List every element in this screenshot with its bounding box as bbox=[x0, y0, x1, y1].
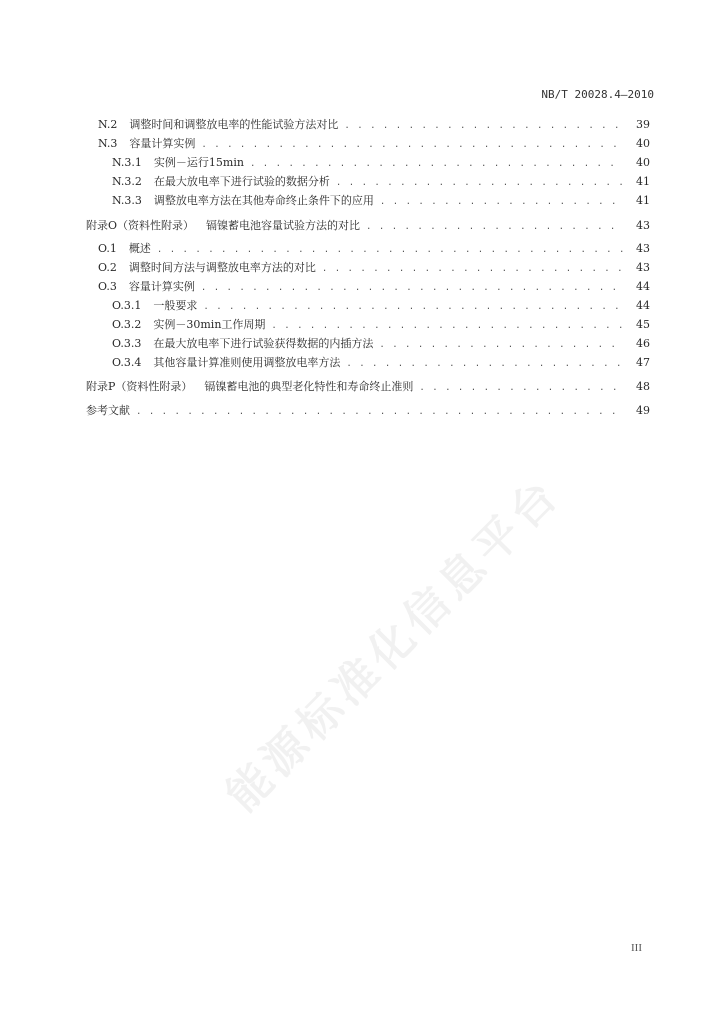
toc-entry-title: 调整时间和调整放电率的性能试验方法对比 bbox=[129, 118, 339, 131]
toc-entry-page: 49 bbox=[636, 404, 650, 417]
toc-entry-n32[interactable] bbox=[112, 175, 650, 190]
toc-entry-number: N.3.2 bbox=[112, 175, 142, 188]
toc-entry-title: 镉镍蓄电池的典型老化特性和寿命终止准则 bbox=[204, 380, 414, 393]
toc-entry-page: 40 bbox=[636, 156, 650, 169]
toc-entry-page: 44 bbox=[636, 280, 650, 293]
toc-entry-page: 44 bbox=[636, 299, 650, 312]
toc-entry-title: 实例－30min工作周期 bbox=[153, 318, 266, 331]
toc-leader-dots bbox=[201, 138, 624, 152]
toc-entry-title: 在最大放电率下进行试验获得数据的内插方法 bbox=[153, 337, 374, 350]
toc-entry-title: 实例－运行15min bbox=[153, 156, 244, 169]
toc-entry-number: 附录O（资料性附录） bbox=[86, 219, 195, 232]
toc-leader-dots bbox=[250, 157, 624, 171]
toc-entry-page: 43 bbox=[636, 242, 650, 255]
toc-entry-page: 40 bbox=[636, 137, 650, 150]
toc-leader-dots bbox=[346, 357, 624, 371]
toc-leader-dots bbox=[419, 381, 624, 395]
toc-leader-dots bbox=[379, 338, 624, 352]
toc-leader-dots bbox=[322, 262, 624, 276]
toc-entry-page: 48 bbox=[636, 380, 650, 393]
toc-entry-title: 其他容量计算准则使用调整放电率方法 bbox=[153, 356, 341, 369]
toc-entry-title: 参考文献 bbox=[86, 404, 130, 417]
toc-entry-number: O.2 bbox=[98, 261, 117, 274]
toc-leader-dots bbox=[157, 243, 624, 257]
document-code: NB/T 20028.4—2010 bbox=[541, 88, 654, 101]
toc-leader-dots bbox=[344, 119, 624, 133]
toc-entry-appendix-o[interactable] bbox=[86, 219, 650, 234]
toc-leader-dots bbox=[336, 176, 624, 190]
toc-leader-dots bbox=[136, 405, 624, 419]
toc-entry-n31[interactable] bbox=[112, 156, 650, 171]
toc-entry-page: 47 bbox=[636, 356, 650, 369]
toc-entry-o3[interactable] bbox=[98, 280, 650, 295]
toc-entry-number: N.2 bbox=[98, 118, 118, 131]
toc-entry-page: 43 bbox=[636, 219, 650, 232]
toc-entry-o1[interactable] bbox=[98, 242, 650, 257]
toc-entry-page: 39 bbox=[636, 118, 650, 131]
toc-entry-title: 概述 bbox=[128, 242, 151, 255]
toc-entry-n33[interactable] bbox=[112, 194, 650, 209]
toc-entry-title: 镉镍蓄电池容量试验方法的对比 bbox=[206, 219, 361, 232]
toc-leader-dots bbox=[201, 281, 624, 295]
toc-entry-n3[interactable] bbox=[98, 137, 650, 152]
toc-entry-o31[interactable] bbox=[112, 299, 650, 314]
toc-entry-title: 调整时间方法与调整放电率方法的对比 bbox=[128, 261, 316, 274]
toc-entry-page: 46 bbox=[636, 337, 650, 350]
toc-entry-page: 41 bbox=[636, 194, 650, 207]
toc-entry-number: N.3 bbox=[98, 137, 118, 150]
toc-leader-dots bbox=[380, 195, 624, 209]
toc-entry-page: 45 bbox=[636, 318, 650, 331]
toc-entry-number: 附录P（资料性附录） bbox=[86, 380, 193, 393]
toc-entry-number: O.3.3 bbox=[112, 337, 142, 350]
toc-entry-references[interactable] bbox=[86, 404, 650, 419]
watermark: 能源标准化信息平台 bbox=[216, 467, 571, 822]
toc-leader-dots bbox=[203, 300, 624, 314]
toc-entry-number: O.3 bbox=[98, 280, 117, 293]
toc-entry-number: O.3.2 bbox=[112, 318, 142, 331]
toc-entry-number: O.1 bbox=[98, 242, 117, 255]
toc-entry-title: 调整放电率方法在其他寿命终止条件下的应用 bbox=[153, 194, 374, 207]
toc-entry-page: 43 bbox=[636, 261, 650, 274]
toc-entry-number: O.3.4 bbox=[112, 356, 142, 369]
toc-entry-o33[interactable] bbox=[112, 337, 650, 352]
toc-entry-appendix-p[interactable] bbox=[86, 380, 650, 395]
toc-entry-number: N.3.3 bbox=[112, 194, 142, 207]
toc-entry-o32[interactable] bbox=[112, 318, 650, 333]
toc-entry-title: 在最大放电率下进行试验的数据分析 bbox=[153, 175, 330, 188]
toc-entry-title: 一般要求 bbox=[153, 299, 198, 312]
toc-leader-dots bbox=[271, 319, 624, 333]
toc-entry-o2[interactable] bbox=[98, 261, 650, 276]
toc-entry-o34[interactable] bbox=[112, 356, 650, 371]
toc-entry-n2[interactable] bbox=[98, 118, 650, 133]
page-number: III bbox=[631, 942, 642, 954]
toc-entry-title: 容量计算实例 bbox=[128, 280, 195, 293]
toc-leader-dots bbox=[366, 220, 624, 234]
toc-entry-page: 41 bbox=[636, 175, 650, 188]
toc-entry-number: O.3.1 bbox=[112, 299, 142, 312]
toc-entry-number: N.3.1 bbox=[112, 156, 142, 169]
toc-entry-title: 容量计算实例 bbox=[129, 137, 196, 150]
